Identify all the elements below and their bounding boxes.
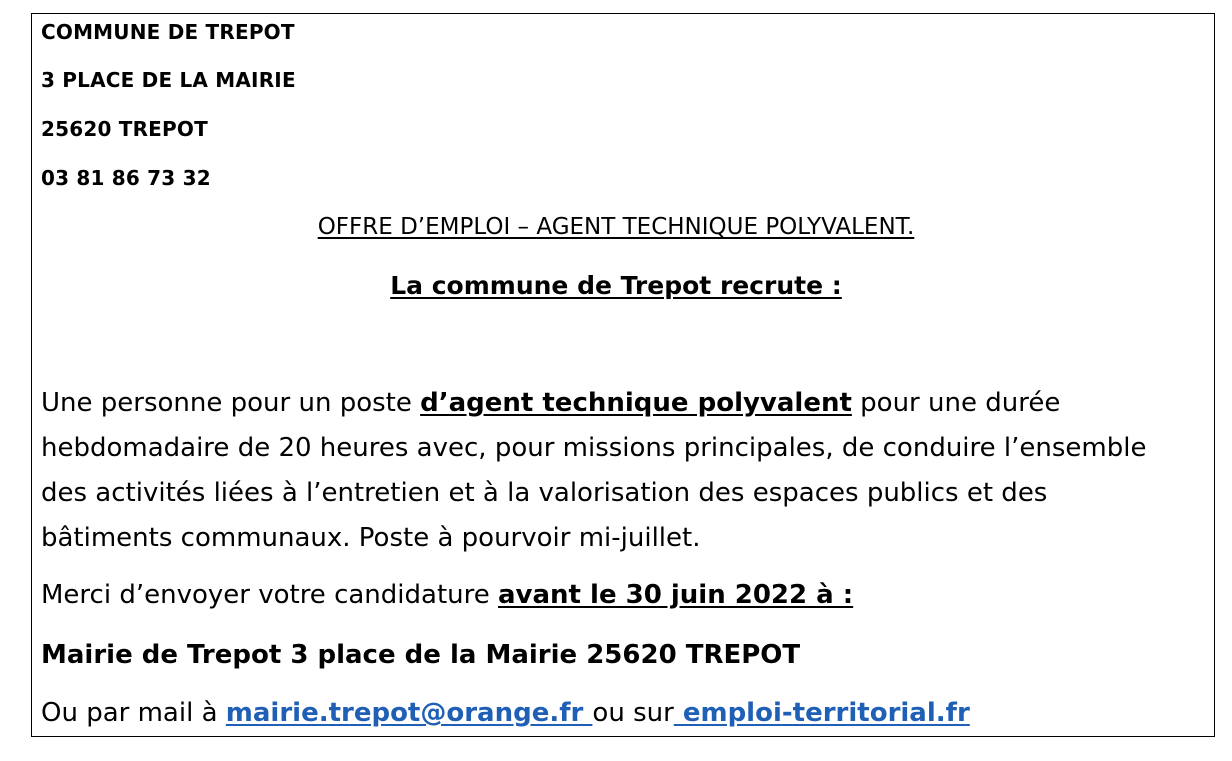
contact-middle: ou sur [592,698,674,728]
offer-description [41,381,1211,561]
description-line-4: bâtiments communaux. Poste à pourvoir mi-juillet. [41,523,701,553]
header-org: COMMUNE DE TREPOT [41,20,295,44]
description-l1-after: pour une durée [851,388,1061,418]
website-link[interactable]: emploi-territorial.fr [673,698,970,728]
description-l1-before: Une personne pour un poste [41,388,421,418]
offer-subtitle: La commune de Trepot recrute : [390,271,842,300]
mail-address: Mairie de Trepot 3 place de la Mairie 25620 TREPOT [41,640,801,670]
deadline-date: avant le 30 juin 2022 à : [498,580,854,610]
job-title-emphasis: d’agent technique polyvalent [420,388,852,418]
description-line-1 [41,381,1211,426]
header-city: 25620 TREPOT [41,117,208,141]
contact-line [41,691,970,736]
email-link[interactable]: mairie.trepot@orange.fr [225,698,593,728]
header-street: 3 PLACE DE LA MAIRIE [41,68,296,92]
offer-title: OFFRE D’EMPLOI – AGENT TECHNIQUE POLYVALENT. [317,214,915,240]
contact-before: Ou par mail à [41,698,226,728]
description-line-2: hebdomadaire de 20 heures avec, pour missions principales, de conduire l’ensemble [41,433,1147,463]
deadline-line [41,573,853,618]
header-phone: 03 81 86 73 32 [41,166,211,190]
document-frame [31,13,1215,737]
description-line-3: des activités liées à l’entretien et à la valorisation des espaces publics et des [41,478,1048,508]
deadline-before: Merci d’envoyer votre candidature [41,580,498,610]
